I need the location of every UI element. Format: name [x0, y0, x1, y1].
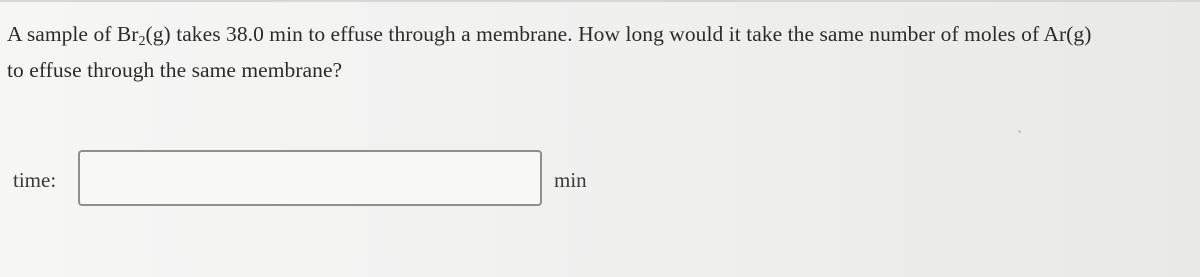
question-prefix: A sample of Br [7, 22, 139, 46]
time-answer-input[interactable] [78, 150, 542, 206]
question-line-1 [7, 16, 1195, 52]
top-divider [0, 0, 1200, 2]
time-label: time: [13, 168, 57, 192]
question-line-2: to effuse through the same membrane? [7, 58, 343, 82]
answer-row [0, 150, 1200, 208]
question-subscript: 2 [138, 34, 146, 49]
time-unit-label: min [554, 168, 587, 192]
background-speck [1018, 130, 1021, 133]
question-text [7, 16, 1195, 88]
question-suffix: (g) takes 38.0 min to effuse through a membrane. How long would it take the same number of moles of Ar(g) [145, 22, 1092, 46]
